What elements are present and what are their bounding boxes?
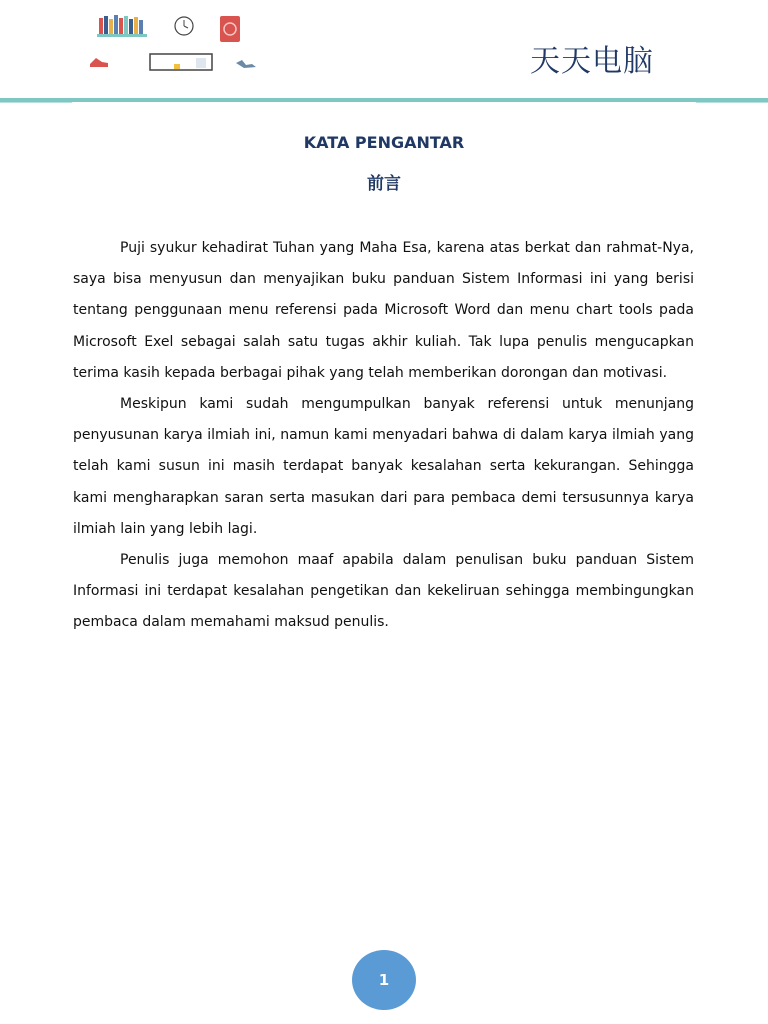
document-body [73, 233, 694, 639]
header-divider [0, 98, 768, 102]
header-divider-accent-right [696, 102, 768, 103]
page-header [0, 0, 768, 105]
emblem-icon [220, 16, 240, 42]
shoe-icon [90, 58, 108, 67]
paragraph: Penulis juga memohon maaf apabila dalam penulisan buku panduan Sistem Informasi ini terdapat kesalahan pengetikan dan kekeliruan sehingga membingungkan pembaca dalam memahami maksud penulis. [73, 552, 694, 631]
bookshelf-icon [97, 15, 147, 37]
page-title: KATA PENGANTAR [303, 133, 465, 152]
laptop-icon [150, 54, 212, 70]
header-divider-accent-left [0, 102, 72, 103]
glasses-icon [236, 60, 256, 68]
header-illustration [86, 10, 266, 72]
page-number-badge: 1 [352, 950, 416, 1010]
page-subtitle: 前言 [367, 174, 401, 194]
clock-icon [175, 17, 193, 35]
paragraph: Puji syukur kehadirat Tuhan yang Maha Esa, karena atas berkat dan rahmat-Nya, saya bisa menyusun dan menyajikan buku panduan Sistem Informasi ini yang berisi tentang penggunaan menu referensi pada Microsoft Word dan menu chart tools pada Microsoft Exel sebagai salah satu tugas akhir kuliah. Tak lupa penulis mengucapkan terima kasih kepada berbagai pihak yang telah memberikan dorongan dan motivasi. [73, 240, 694, 381]
paragraph: Meskipun kami sudah mengumpulkan banyak referensi untuk menunjang penyusunan karya ilmiah ini, namun kami menyadari bahwa di dalam karya ilmiah yang telah kami susun ini masih terdapat banyak kesalahan serta kekurangan. Sehingga kami mengharapkan saran serta masukan dari para pembaca demi tersusunnya karya ilmiah lain yang lebih lagi. [73, 396, 694, 537]
brand-title: 天天电脑 [530, 44, 654, 79]
